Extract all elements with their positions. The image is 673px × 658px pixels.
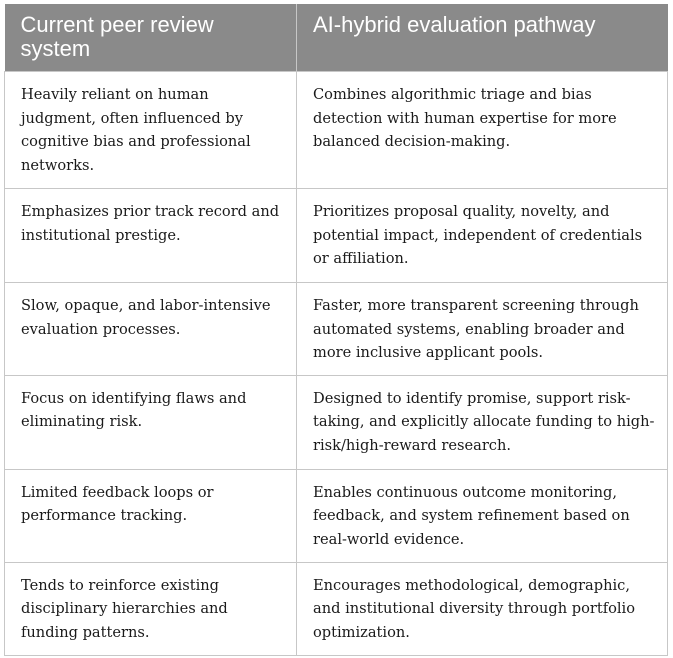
table-row xyxy=(5,469,668,562)
cell-hybrid: Prioritizes proposal quality, novelty, and potential impact, independent of credentials or affiliation. xyxy=(297,189,668,283)
cell-hybrid: Faster, more transparent screening through automated systems, enabling broader and more inclusive applicant pools. xyxy=(297,283,668,376)
table-row xyxy=(5,189,668,283)
header-row xyxy=(5,4,668,72)
header-current-peer-review: Current peer review system xyxy=(5,4,297,72)
cell-current: Emphasizes prior track record and institutional prestige. xyxy=(5,189,297,283)
table-row xyxy=(5,72,668,189)
cell-current: Tends to reinforce existing disciplinary hierarchies and funding patterns. xyxy=(5,562,297,655)
cell-current: Focus on identifying flaws and eliminating risk. xyxy=(5,375,297,469)
cell-hybrid: Designed to identify promise, support risk-taking, and explicitly allocate funding to high-risk/high-reward research. xyxy=(297,375,668,469)
cell-current: Limited feedback loops or performance tracking. xyxy=(5,469,297,562)
table-row xyxy=(5,283,668,376)
header-ai-hybrid-pathway: AI-hybrid evaluation pathway xyxy=(297,4,668,72)
cell-hybrid: Encourages methodological, demographic, and institutional diversity through portfolio optimization. xyxy=(297,562,668,655)
cell-hybrid: Enables continuous outcome monitoring, feedback, and system refinement based on real-world evidence. xyxy=(297,469,668,562)
cell-hybrid: Combines algorithmic triage and bias detection with human expertise for more balanced decision-making. xyxy=(297,72,668,189)
cell-current: Heavily reliant on human judgment, often influenced by cognitive bias and professional networks. xyxy=(5,72,297,189)
comparison-table xyxy=(4,4,668,656)
table-body xyxy=(5,72,668,656)
table-header xyxy=(5,4,668,72)
table-row xyxy=(5,375,668,469)
cell-current: Slow, opaque, and labor-intensive evaluation processes. xyxy=(5,283,297,376)
table-row xyxy=(5,562,668,655)
